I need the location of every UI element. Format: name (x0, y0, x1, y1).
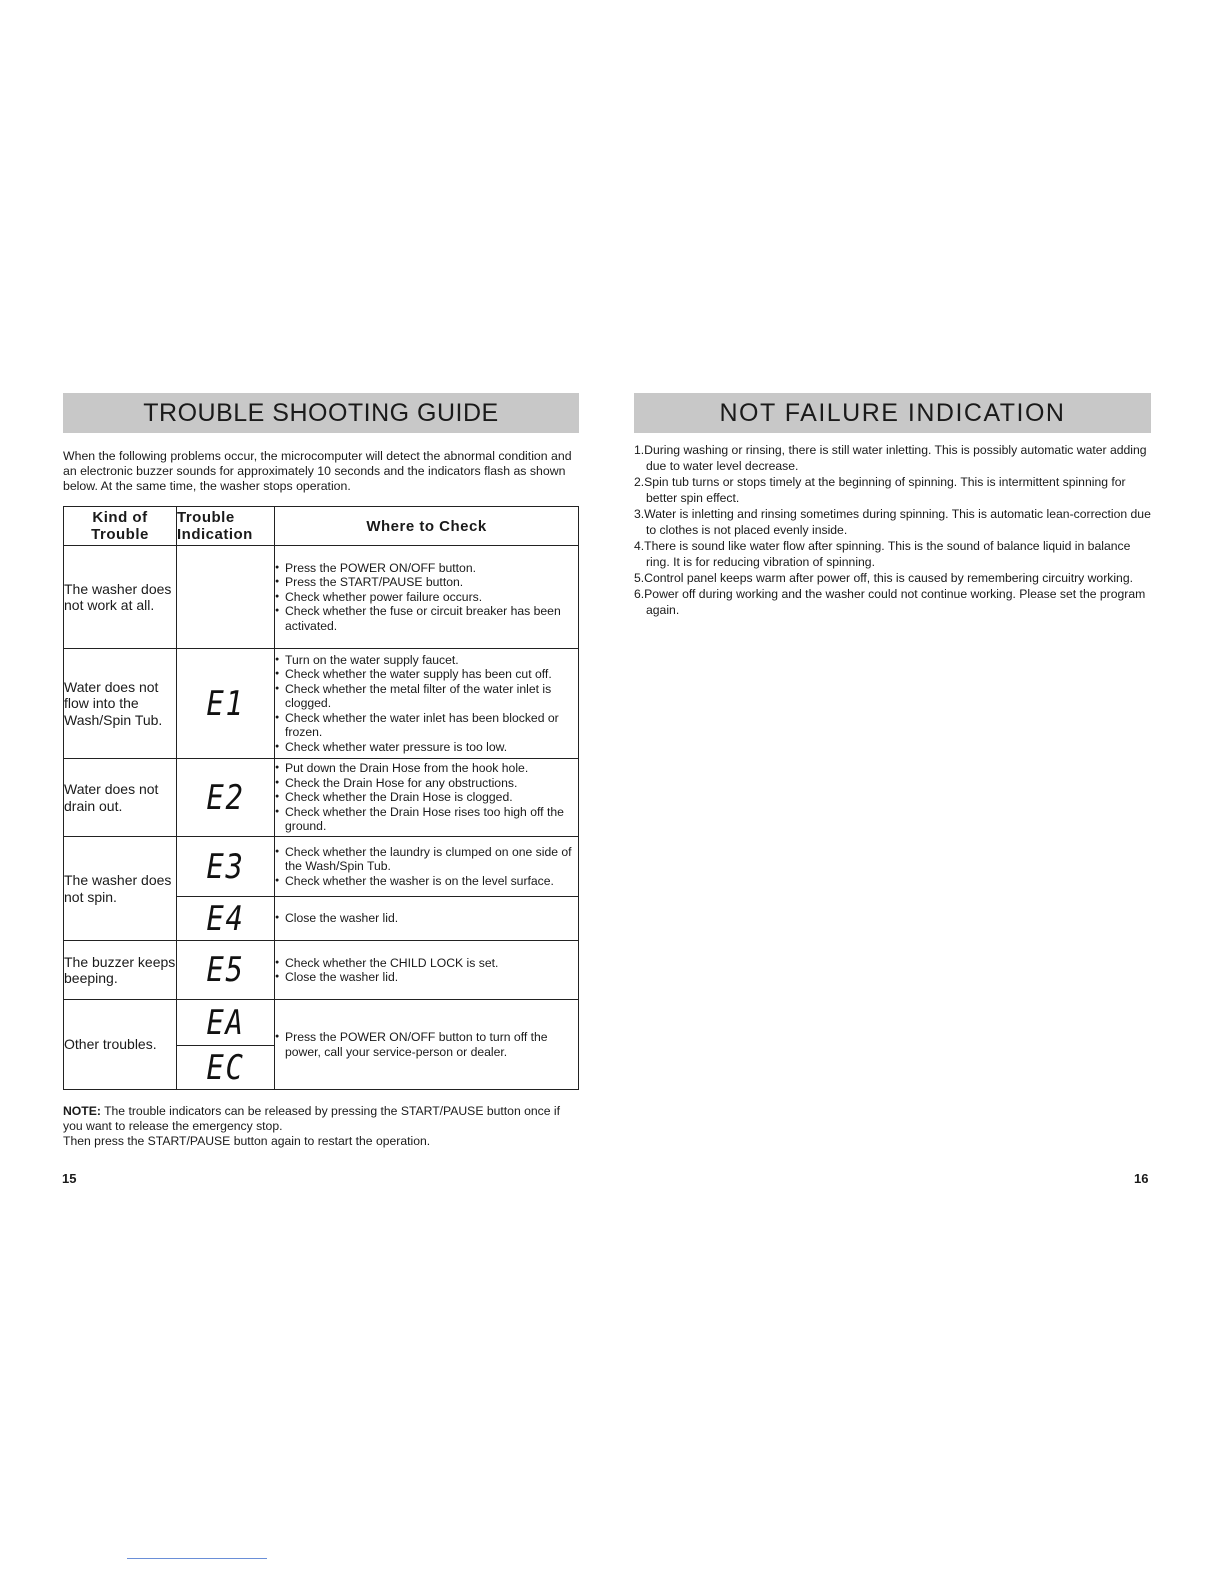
table-header-row (64, 507, 579, 546)
check-item: ● Check whether the water supply has been cut off. (275, 667, 578, 682)
trouble-table (63, 506, 579, 1090)
check-item: ● Close the washer lid. (275, 970, 578, 985)
check-item: ● Check whether the CHILD LOCK is set. (275, 956, 578, 971)
indication-cell (177, 759, 275, 837)
check-item: ● Turn on the water supply faucet. (275, 653, 578, 668)
header-indication: Trouble Indication (177, 507, 275, 546)
list-item: 2.Spin tub turns or stops timely at the beginning of spinning. This is intermittent spinning for better spin effect. (634, 475, 1126, 505)
check-item: ● Check whether the fuse or circuit breaker has been activated. (275, 604, 578, 633)
indication-cell (177, 941, 275, 1000)
indication-cell (177, 649, 275, 759)
indication-cell (177, 897, 275, 941)
header-kind: Kind of Trouble (64, 507, 177, 546)
error-code: E3 (206, 846, 245, 887)
not-failure-title: NOT FAILURE INDICATION (634, 393, 1151, 433)
check-item: ● Press the POWER ON/OFF button. (275, 561, 578, 576)
where-cell (275, 897, 579, 941)
page-number-right: 16 (1134, 1171, 1149, 1186)
check-item: ● Check whether power failure occurs. (275, 590, 578, 605)
list-item: 3.Water is inletting and rinsing sometimes during spinning. This is automatic lean-correction due to clothes is not placed evenly inside. (634, 507, 1151, 537)
indication-cell (177, 1046, 275, 1090)
troubleshooting-title: TROUBLE SHOOTING GUIDE (63, 393, 579, 433)
where-cell (275, 649, 579, 759)
list-item: 6.Power off during working and the washer could not continue working. Please set the program again. (634, 587, 1146, 617)
table-row (64, 649, 579, 759)
list-item: 4.There is sound like water flow after spinning. This is the sound of balance liquid in balance ring. It is for reducing vibration of spinning. (634, 539, 1131, 569)
check-item: ● Put down the Drain Hose from the hook hole. (275, 761, 578, 776)
error-code: EC (206, 1047, 245, 1088)
table-row (64, 546, 579, 649)
kind-cell: Water does not drain out. (64, 759, 177, 837)
check-item: ● Check whether the Drain Hose is clogged. (275, 790, 578, 805)
check-item: ● Check whether the water inlet has been blocked or frozen. (275, 711, 578, 740)
check-item: ● Press the START/PAUSE button. (275, 575, 578, 590)
check-item: ● Check whether water pressure is too low. (275, 740, 578, 755)
check-item: ● Check whether the Drain Hose rises too high off the ground. (275, 805, 578, 834)
table-row (64, 837, 579, 897)
note-text: The trouble indicators can be released by pressing the START/PAUSE button once if you want to release the emergency stop. (63, 1104, 561, 1133)
check-item: ● Check whether the washer is on the level surface. (275, 874, 578, 889)
table-row (64, 941, 579, 1000)
where-cell (275, 546, 579, 649)
note-label: NOTE: (63, 1104, 101, 1118)
page-number-left: 15 (62, 1171, 77, 1186)
check-item: ● Press the POWER ON/OFF button to turn off the power, call your service-person or dealer. (275, 1030, 578, 1059)
where-cell (275, 941, 579, 1000)
indication-cell (177, 1000, 275, 1046)
check-item: ● Check the Drain Hose for any obstructions. (275, 776, 578, 791)
kind-cell: The buzzer keeps beeping. (64, 941, 177, 1000)
error-code: E1 (206, 683, 245, 724)
where-cell (275, 837, 579, 897)
not-failure-list (634, 442, 1154, 618)
footer-divider (127, 1558, 267, 1559)
list-item: 5.Control panel keeps warm after power off, this is caused by remembering circuitry working. (634, 571, 1133, 585)
intro-paragraph: When the following problems occur, the microcomputer will detect the abnormal condition and an electronic buzzer sounds for approximately 10 seconds and the indicators flash as shown below. At the same time, the washer stops operation. (63, 449, 572, 493)
header-where: Where to Check (275, 507, 579, 546)
note-paragraph (63, 1104, 579, 1149)
check-item: ● Close the washer lid. (275, 911, 578, 926)
error-code: EA (206, 1002, 245, 1043)
check-item: ● Check whether the metal filter of the water inlet is clogged. (275, 682, 578, 711)
table-row (64, 1000, 579, 1046)
check-item: ● Check whether the laundry is clumped on one side of the Wash/Spin Tub. (275, 845, 578, 874)
where-cell (275, 759, 579, 837)
error-code: E2 (206, 777, 245, 818)
kind-cell: The washer does not spin. (64, 837, 177, 941)
page-15 (63, 393, 579, 1149)
kind-cell: The washer does not work at all. (64, 546, 177, 649)
error-code: E4 (206, 898, 245, 939)
where-cell (275, 1000, 579, 1090)
page-16 (634, 393, 1154, 618)
note-text-2: Then press the START/PAUSE button again to restart the operation. (63, 1134, 431, 1148)
kind-cell: Water does not flow into the Wash/Spin Tub. (64, 649, 177, 759)
kind-cell: Other troubles. (64, 1000, 177, 1090)
table-row (64, 759, 579, 837)
indication-cell (177, 546, 275, 649)
list-item: 1.During washing or rinsing, there is still water inletting. This is possibly automatic water adding due to water level decrease. (634, 443, 1147, 473)
error-code: E5 (206, 950, 245, 990)
indication-cell (177, 837, 275, 897)
